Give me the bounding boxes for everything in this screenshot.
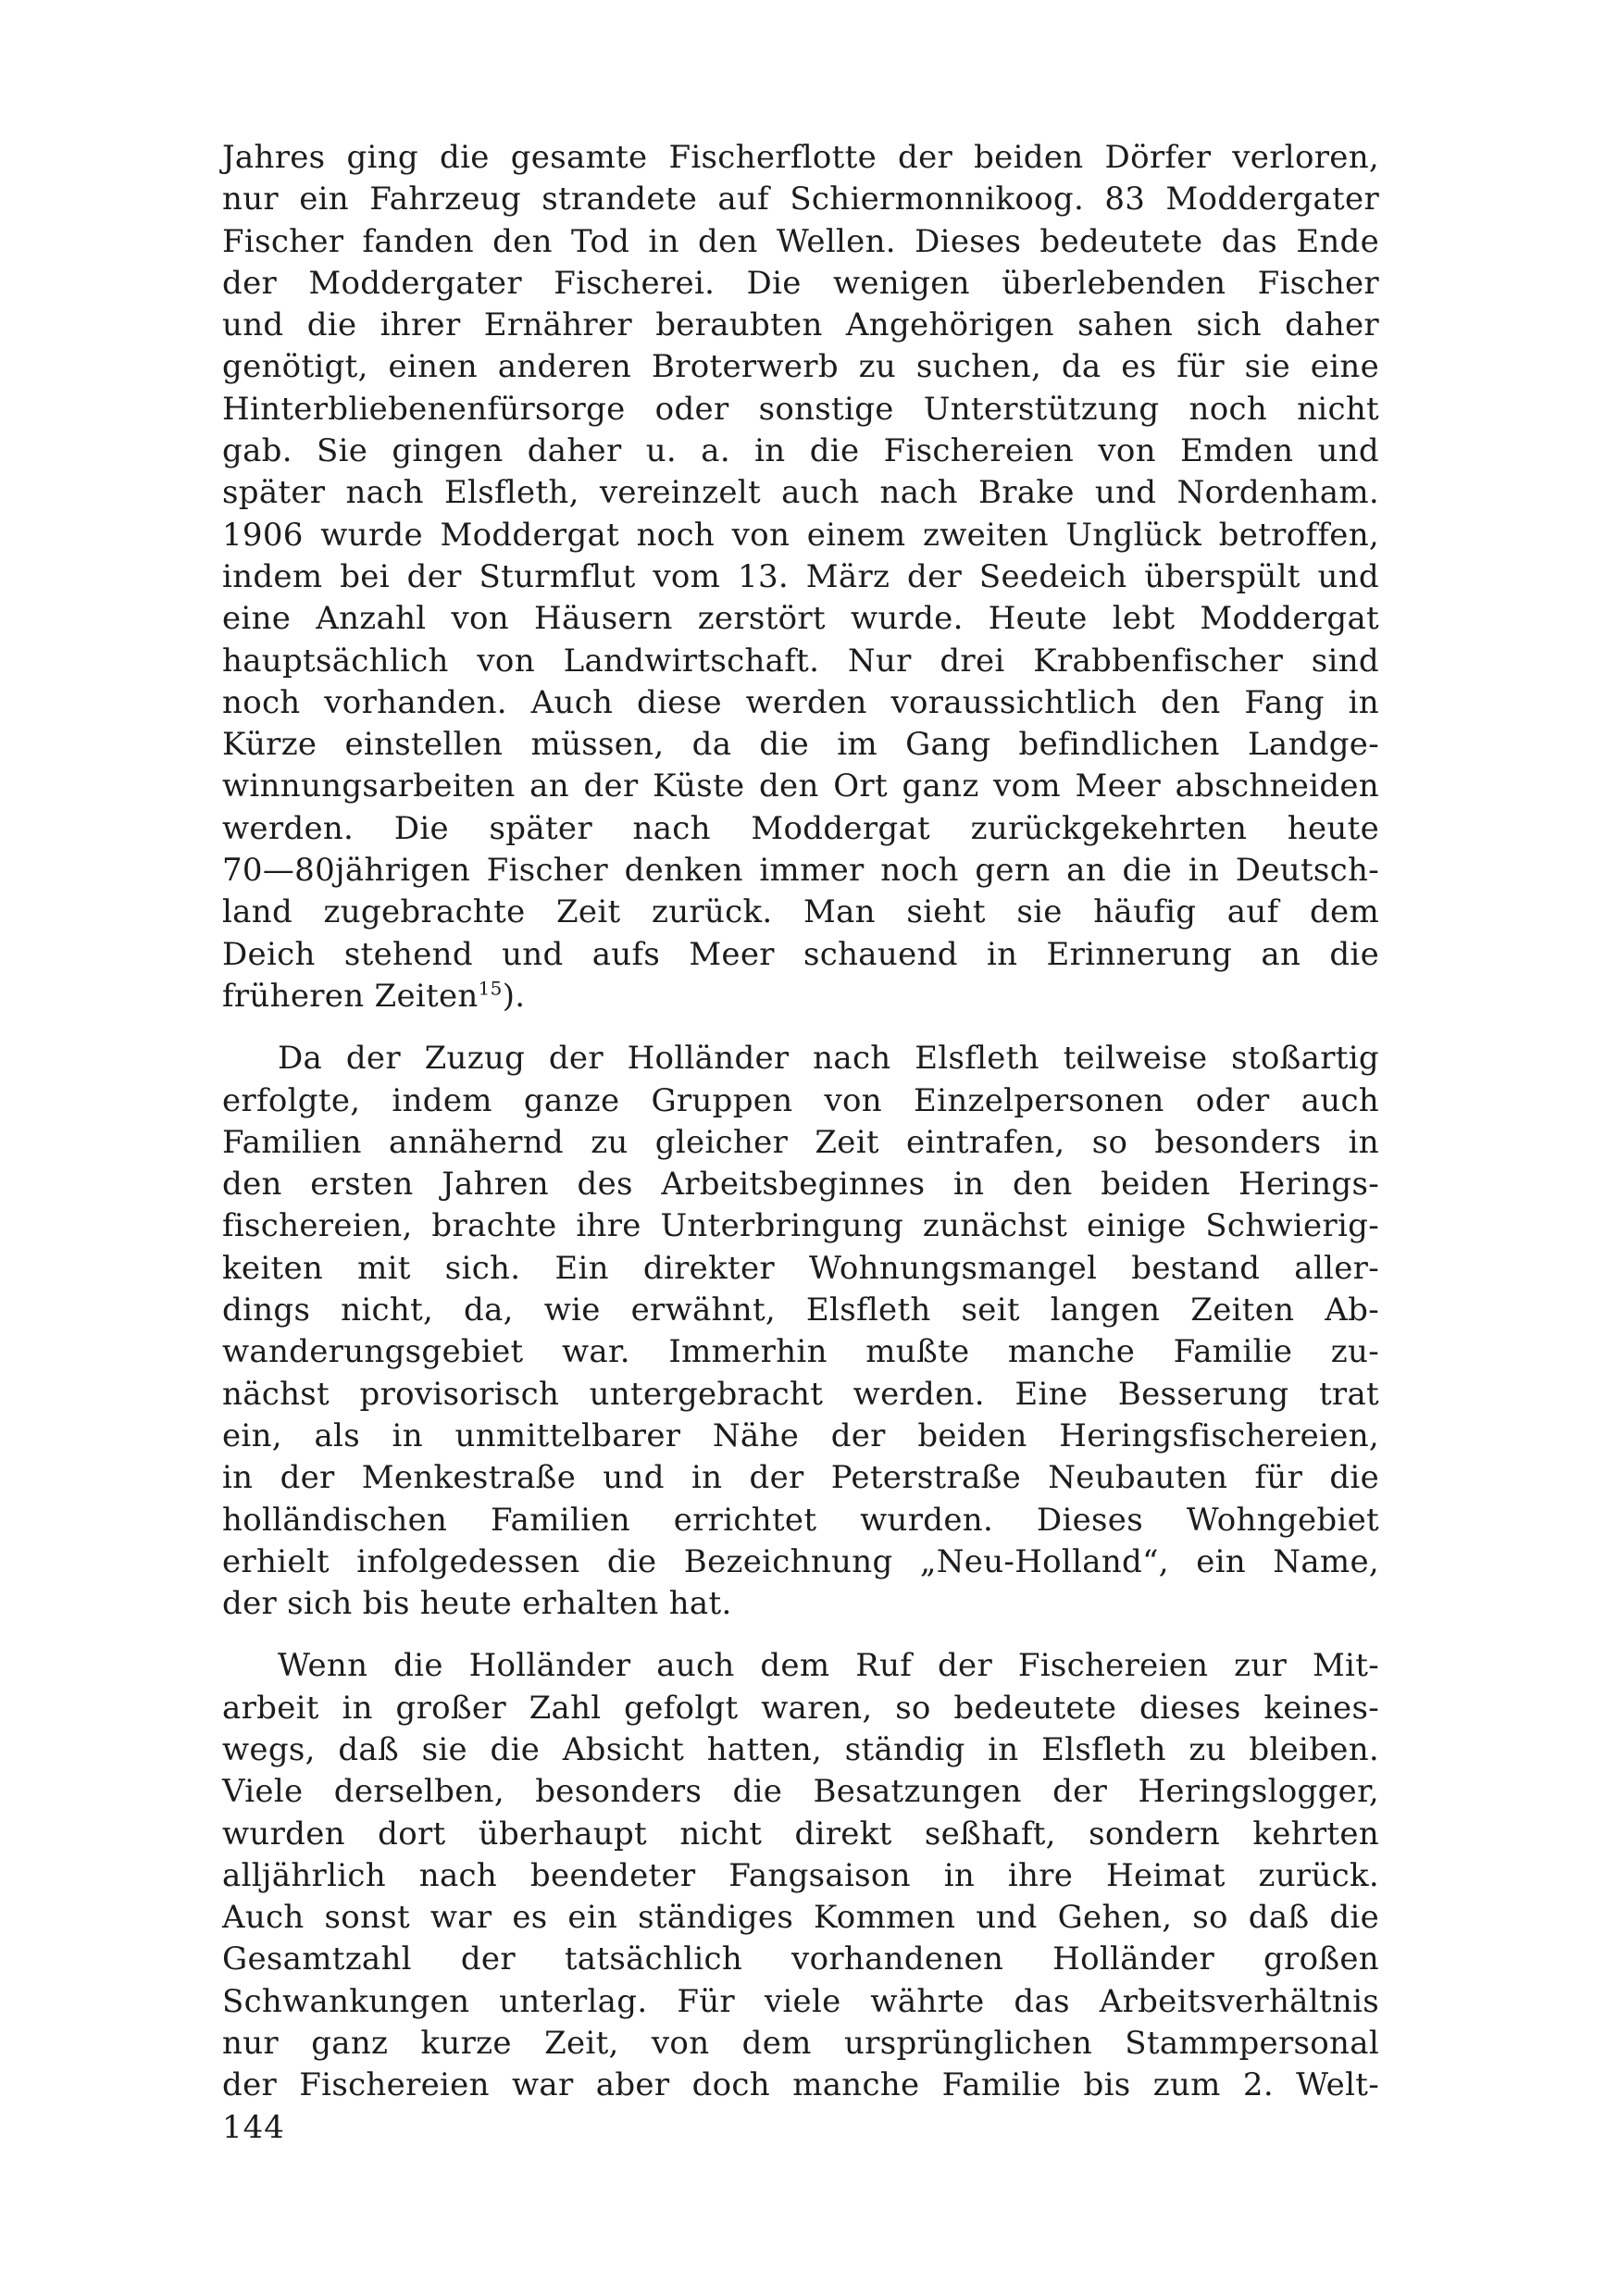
text-line: der Moddergater Fischerei. Die wenigen überlebenden Fischer xyxy=(222,264,1379,302)
text-line: winnungsarbeiten an der Küste den Ort ganz vom Meer abschneiden xyxy=(222,767,1379,805)
text-line: Familien annähernd zu gleicher Zeit eintrafen, so besonders in xyxy=(222,1123,1379,1161)
text-line: den ersten Jahren des Arbeitsbeginnes in den beiden Herings- xyxy=(222,1166,1379,1204)
text-line: dings nicht, da, wie erwähnt, Elsfleth seit langen Zeiten Ab- xyxy=(222,1292,1379,1329)
text-line: Hinterbliebenenfürsorge oder sonstige Unterstützung noch nicht xyxy=(222,390,1379,428)
text-line: wegs, daß sie die Absicht hatten, ständig in Elsfleth zu bleiben. xyxy=(222,1730,1379,1768)
paragraph-1 xyxy=(222,137,1379,1017)
text-line: gab. Sie gingen daher u. a. in die Fischereien von Emden und xyxy=(222,432,1379,470)
text-line: werden. Die später nach Moddergat zurückgekehrten heute xyxy=(222,809,1379,847)
page-body xyxy=(222,137,1379,2107)
text-line-last: der sich bis heute erhalten hat. xyxy=(222,1585,732,1623)
text-run: früheren Zeiten xyxy=(222,977,479,1015)
text-line: nächst provisorisch untergebracht werden. Eine Besserung trat xyxy=(222,1375,1379,1413)
text-line: Auch sonst war es ein ständiges Kommen und Gehen, so daß die xyxy=(222,1899,1379,1937)
text-line: Kürze einstellen müssen, da die im Gang befindlichen Landge- xyxy=(222,726,1379,764)
text-line: Da der Zuzug der Holländer nach Elsfleth teilweise stoßartig xyxy=(278,1040,1379,1078)
text-line: erfolgte, indem ganze Gruppen von Einzelpersonen oder auch xyxy=(222,1081,1379,1119)
text-line: der Fischereien war aber doch manche Familie bis zum 2. Welt- xyxy=(222,2066,1379,2104)
footnote-reference: 15 xyxy=(478,977,503,1000)
text-line: wanderungsgebiet war. Immerhin mußte manche Familie zu- xyxy=(222,1333,1379,1371)
text-line: Fischer fanden den Tod in den Wellen. Dieses bedeutete das Ende xyxy=(222,222,1379,260)
paragraph-2 xyxy=(222,1038,1379,1625)
text-line: Jahres ging die gesamte Fischerflotte der beiden Dörfer verloren, xyxy=(222,139,1379,176)
text-line: Viele derselben, besonders die Besatzungen der Heringslogger, xyxy=(222,1773,1379,1811)
text-line: fischereien, brachte ihre Unterbringung zunächst einige Schwierig- xyxy=(222,1207,1379,1245)
text-line: und die ihrer Ernährer beraubten Angehörigen sahen sich daher xyxy=(222,306,1379,344)
text-line: 70—80jährigen Fischer denken immer noch gern an die in Deutsch- xyxy=(222,852,1379,890)
text-line: nur ein Fahrzeug strandete auf Schiermonnikoog. 83 Moddergater xyxy=(222,181,1379,218)
text-line: eine Anzahl von Häusern zerstört wurde. Heute lebt Moddergat xyxy=(222,600,1379,638)
text-line: genötigt, einen anderen Broterwerb zu suchen, da es für sie eine xyxy=(222,348,1379,386)
text-line: arbeit in großer Zahl gefolgt waren, so bedeutete dieses keines- xyxy=(222,1689,1379,1727)
text-line: hauptsächlich von Landwirtschaft. Nur drei Krabbenfischer sind xyxy=(222,642,1379,680)
paragraph-3 xyxy=(222,1645,1379,2106)
text-line: indem bei der Sturmflut vom 13. März der Seedeich überspült und xyxy=(222,557,1379,595)
text-line: erhielt infolgedessen die Bezeichnung „Neu-Holland“, ein Name, xyxy=(222,1542,1379,1580)
text-line: Wenn die Holländer auch dem Ruf der Fischereien zur Mit- xyxy=(278,1647,1379,1685)
text-line: alljährlich nach beendeter Fangsaison in ihre Heimat zurück. xyxy=(222,1856,1379,1894)
text-line: Gesamtzahl der tatsächlich vorhandenen Holländer großen xyxy=(222,1940,1379,1978)
text-line: land zugebrachte Zeit zurück. Man sieht sie häufig auf dem xyxy=(222,893,1379,931)
text-line: 1906 wurde Moddergat noch von einem zweiten Unglück betroffen, xyxy=(222,516,1379,554)
text-run: ). xyxy=(502,977,526,1015)
text-line: Deich stehend und aufs Meer schauend in Erinnerung an die xyxy=(222,935,1379,973)
text-line: holländischen Familien errichtet wurden. Dieses Wohngebiet xyxy=(222,1501,1379,1539)
text-line: noch vorhanden. Auch diese werden voraussichtlich den Fang in xyxy=(222,683,1379,721)
page-number: 144 xyxy=(222,2109,285,2146)
text-line: nur ganz kurze Zeit, von dem ursprünglichen Stammpersonal xyxy=(222,2025,1379,2063)
text-line: ein, als in unmittelbarer Nähe der beiden Heringsfischereien, xyxy=(222,1416,1379,1454)
text-line: keiten mit sich. Ein direkter Wohnungsmangel bestand aller- xyxy=(222,1249,1379,1287)
text-line: Schwankungen unterlag. Für viele währte das Arbeitsverhältnis xyxy=(222,1982,1379,2020)
text-line-last xyxy=(222,976,1379,1017)
text-line: später nach Elsfleth, vereinzelt auch nach Brake und Nordenham. xyxy=(222,474,1379,512)
text-line: wurden dort überhaupt nicht direkt seßhaft, sondern kehrten xyxy=(222,1815,1379,1853)
text-line: in der Menkestraße und in der Peterstraße Neubauten für die xyxy=(222,1459,1379,1497)
